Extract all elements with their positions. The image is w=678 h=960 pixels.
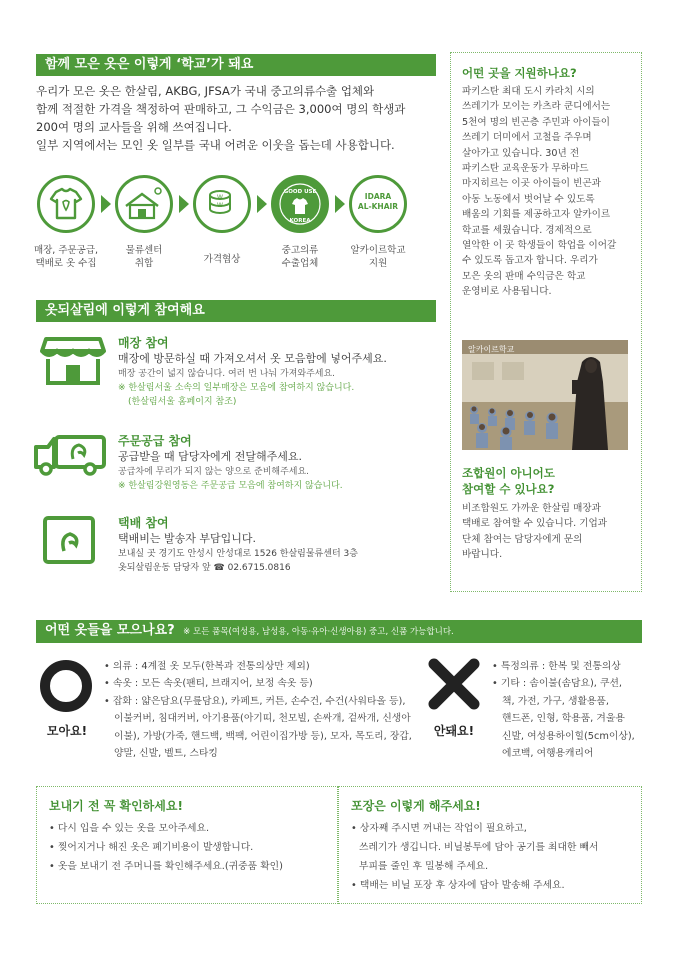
- store-icon: [40, 335, 106, 391]
- participate-order: [118, 433, 438, 493]
- coins-icon: [193, 175, 251, 233]
- school-photo: [462, 340, 628, 450]
- logo-bottom-text: KOREA: [289, 218, 311, 224]
- shirt-icon: [37, 175, 95, 233]
- no-items: • 특정의류 : 한복 및 전통의상 • 기타 : 솜이불(솜담요), 쿠션, 책, 가전, 가구, 생활용품, 핸드폰, 인형, 학용품, 겨울용 신발, 여성용하이힐(5cm이상), 에코백, 여행용캐리어: [492, 661, 635, 760]
- parcel-icon: [42, 515, 96, 569]
- parcel-address: 보내실 곳 경기도 안성시 안성대로 1526 한살림물류센터 3층: [118, 549, 358, 559]
- store-note: ※ 한살림서울 소속의 일부매장은 모음에 참여하지 않습니다.: [118, 383, 355, 393]
- good-use-korea-logo: [271, 175, 329, 233]
- participate-parcel: [118, 515, 438, 575]
- photo-label: 알카이르학교: [468, 345, 515, 354]
- parcel-main: 택배비는 발송자 부담입니다.: [118, 532, 257, 545]
- order-main: 공급받을 때 담당자에게 전달해주세요.: [118, 450, 303, 463]
- pack-box: [338, 786, 642, 904]
- ring-yes-icon: [40, 660, 92, 712]
- flow-caption: 매장, 주문공급, 택배로 옷 수집: [33, 245, 99, 269]
- warehouse-icon: [115, 175, 173, 233]
- sidebar-question-nonmember: 조합원이 아니어도 참여할 수 있나요?: [462, 466, 555, 496]
- store-heading: 매장 참여: [118, 336, 169, 350]
- flow-caption: 가격협상: [203, 254, 241, 265]
- intro-paragraph: [36, 82, 446, 154]
- yes-label: 모아요!: [46, 724, 88, 738]
- order-sub: 공급차에 무리가 되지 않는 양으로 준비해주세요.: [118, 467, 310, 477]
- intro-line: 함께 적절한 가격을 책정하여 판매하고, 그 수익금은 3,000여 명의 학생과: [36, 102, 406, 116]
- order-heading: 주문공급 참여: [118, 434, 192, 448]
- items-title: 어떤 옷들을 모으나요?: [45, 623, 175, 638]
- sidebar-support-text: 파키스탄 최대 도시 카라치 시의 쓰레기가 모이는 카츠라 쿤디에서는 5천여 명의 빈곤층 주민과 아이들이 쓰레기 더미에서 고철을 주우며 살아가고 있습니다. 30년 전 파키스탄 교육운동가 무하마드 마지히르는 이곳 아이들이 빈곤과 아동 노동에서 벗어날 수 있도록 배움의 기회를 제공하고자 알카이르 학교를 세웠습니다. 경제적으로 열악한 이 곳 학생들이 학업을 이어갈 수 있도록 돕고자 합니다. 우리가 모은 옷의 판매 수익금은 학교 운영비로 사용됩니다.: [462, 86, 617, 298]
- store-main: 매장에 방문하실 때 가져오셔서 옷 모음함에 넣어주세요.: [118, 352, 387, 365]
- idara-al-khair-logo: [349, 175, 407, 233]
- pack-title: 포장은 이렇게 해주세요!: [351, 799, 481, 813]
- intro-line: 200여 명의 교사들을 위해 쓰여집니다.: [36, 120, 232, 134]
- check-box: [36, 786, 338, 904]
- order-note: ※ 한살림강원영동은 주문공급 모음에 참여하지 않습니다.: [118, 481, 343, 491]
- flow-caption: 물류센터 취합: [125, 245, 163, 269]
- flow-arrow-icon: [335, 195, 345, 213]
- svg-text:W: W: [217, 194, 223, 201]
- parcel-heading: 택배 참여: [118, 516, 169, 530]
- flow-arrow-icon: [257, 195, 267, 213]
- pack-items: • 상자째 주시면 꺼내는 작업이 필요하고, 쓰레기가 생깁니다. 비닐봉투에 담아 공기를 최대한 빼서 부피를 줄인 후 밀봉해 주세요. • 택배는 비닐 포장 후 상자에 담아 발송해 주세요.: [351, 823, 599, 891]
- sidebar-nonmember-text: 비조합원도 가까운 한살림 매장과 택배로 참여할 수 있습니다. 기업과 단체 참여는 담당자에게 문의 바랍니다.: [462, 503, 607, 561]
- store-note: (한살림서울 홈페이지 참조): [128, 397, 237, 407]
- check-title: 보내기 전 꼭 확인하세요!: [49, 799, 183, 813]
- logo-top-text: GOOD USE: [283, 189, 317, 195]
- store-sub: 매장 공간이 넓지 않습니다. 여러 번 나눠 가져와주세요.: [118, 369, 336, 379]
- section-title-participate: 옷되살림에 이렇게 참여해요: [36, 300, 436, 322]
- logo-text-line: AL-KHAIR: [357, 202, 399, 211]
- flow-arrow-icon: [101, 195, 111, 213]
- intro-line: 일부 지역에서는 모인 옷 일부를 국내 어려운 이웃을 돕는데 사용합니다.: [36, 138, 395, 152]
- items-title-note: ※ 모든 품목(여성용, 남성용, 아동·유아·신생아용) 중고, 신품 가능합니다.: [183, 627, 454, 637]
- participate-store: [118, 335, 438, 409]
- delivery-truck-icon: [32, 433, 108, 481]
- flow-caption: 중고의류 수출업체: [281, 245, 319, 269]
- cross-no-icon: [426, 656, 482, 716]
- intro-line: 우리가 모은 옷은 한살림, AKBG, JFSA가 국내 중고의류수출 업체와: [36, 84, 375, 98]
- svg-text:W: W: [217, 202, 223, 209]
- flow-arrow-icon: [179, 195, 189, 213]
- yes-items: • 의류 : 4계절 옷 모두(한복과 전통의상만 제외) • 속옷 : 모든 속옷(팬티, 브래지어, 보정 속옷 등) • 잡화 : 얇은담요(무릎담요), 카페트, 커튼, 손수건, 수건(사워타올 등), 이불커버, 침대커버, 아기용품(아기띠, 천모빌, 손싸개, 겉싸개, 신생아 이불), 가방(가죽, 핸드백, 백팩, 어린이집가방 등), 모자, 목도리, 장갑, 양말, 신발, 벨트, 스타킹: [104, 661, 412, 760]
- sidebar-box: [450, 52, 642, 592]
- sidebar-question-support: 어떤 곳을 지원하나요?: [462, 66, 577, 80]
- section-title-items: [36, 620, 642, 643]
- check-items: • 다시 입을 수 있는 옷을 모아주세요. • 찢어지거나 해진 옷은 폐기비용이 발생합니다. • 옷을 보내기 전 주머니를 확인해주세요.(귀중품 확인): [49, 823, 283, 872]
- no-label: 안돼요!: [433, 724, 475, 738]
- section-title-school: 함께 모은 옷은 이렇게 ‘학교’가 돼요: [36, 54, 436, 76]
- flow-caption: 알카이르학교 지원: [350, 245, 406, 269]
- logo-text-line: IDARA: [364, 192, 392, 201]
- parcel-contact: 옷되살림운동 담당자 앞 ☎ 02.6715.0816: [118, 563, 291, 573]
